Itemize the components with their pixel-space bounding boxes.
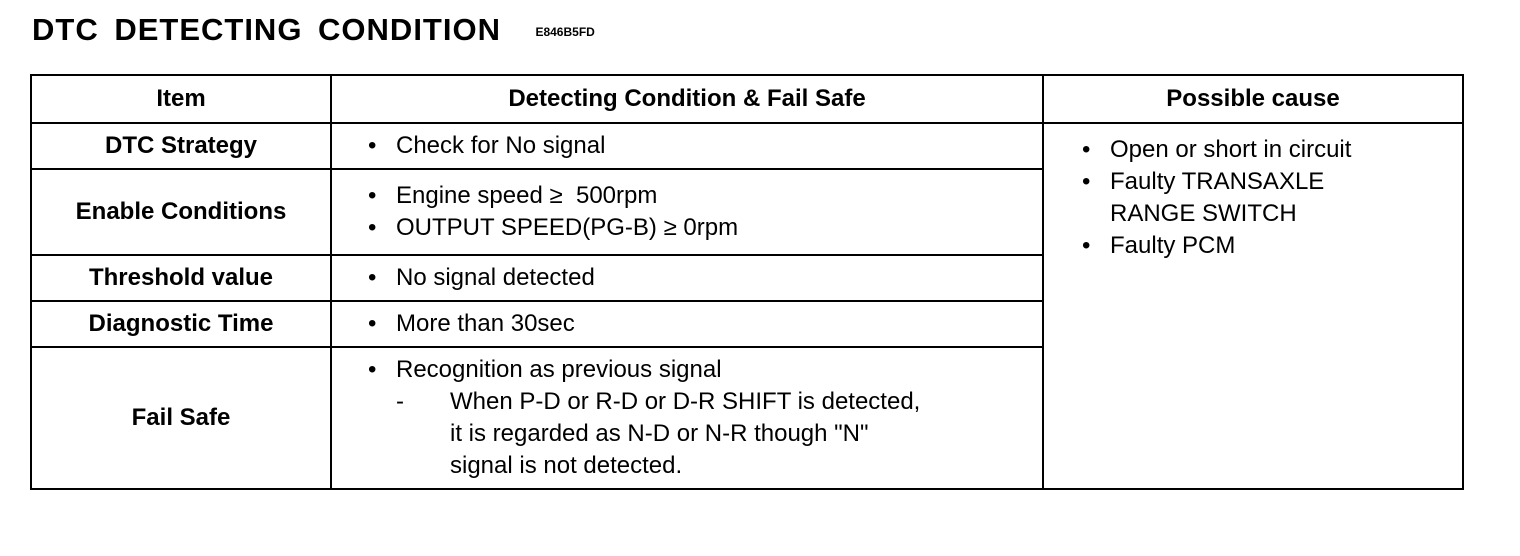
bullet-icon: • [368,182,377,209]
bullet-icon: • [368,264,377,291]
condition-text: Engine speed ≥ 500rpm [396,182,658,209]
table-row [31,123,1463,169]
cause-item [1082,230,1462,262]
list-item [368,354,1042,386]
sub-condition-text [450,386,920,482]
bullet-icon: • [368,132,377,159]
bullet-icon: • [1082,168,1091,195]
condition-text: OUTPUT SPEED(PG-B) ≥ 0rpm [396,214,739,241]
row-item-enable-conditions: Enable Conditions [31,169,331,255]
bullet-icon: • [368,310,377,337]
row-item-threshold-value: Threshold value [31,255,331,301]
sub-list-item [368,386,1042,482]
condition-text: No signal detected [396,264,595,291]
header-condition: Detecting Condition & Fail Safe [331,75,1043,123]
list-item [368,212,1042,244]
cause-text [1110,166,1324,230]
bullet-icon: • [368,214,377,241]
section-title: DTC DETECTING CONDITION [32,12,501,47]
row-condition-fail-safe [331,347,1043,489]
bullet-icon: • [1082,136,1091,163]
row-item-dtc-strategy: DTC Strategy [31,123,331,169]
condition-text: Check for No signal [396,132,606,159]
row-condition-diagnostic-time [331,301,1043,347]
row-condition-dtc-strategy [331,123,1043,169]
sub-line: it is regarded as N-D or N-R though "N" [450,420,869,447]
cause-item [1082,134,1462,166]
table-header-row [31,75,1463,123]
list-item [368,130,1042,162]
condition-text: Recognition as previous signal [396,356,722,383]
row-item-fail-safe: Fail Safe [31,347,331,489]
row-condition-enable-conditions [331,169,1043,255]
list-item [368,180,1042,212]
list-item [368,308,1042,340]
possible-cause-cell [1043,123,1463,489]
section-heading [32,12,595,48]
row-condition-threshold-value [331,255,1043,301]
dash-marker: - [396,388,404,415]
cause-line: RANGE SWITCH [1110,200,1297,227]
sub-line: signal is not detected. [450,452,683,479]
header-cause: Possible cause [1043,75,1463,123]
condition-text: More than 30sec [396,310,575,337]
list-item [368,262,1042,294]
bullet-icon: • [368,356,377,383]
row-item-diagnostic-time: Diagnostic Time [31,301,331,347]
header-item: Item [31,75,331,123]
bullet-icon: • [1082,232,1091,259]
cause-text: Open or short in circuit [1110,136,1352,163]
cause-text: Faulty PCM [1110,232,1236,259]
dtc-condition-table [30,74,1464,490]
document-code: E846B5FD [535,25,595,39]
cause-line: Faulty TRANSAXLE [1110,168,1325,195]
sub-line: When P-D or R-D or D-R SHIFT is detected, [450,388,921,415]
cause-item [1082,166,1462,230]
